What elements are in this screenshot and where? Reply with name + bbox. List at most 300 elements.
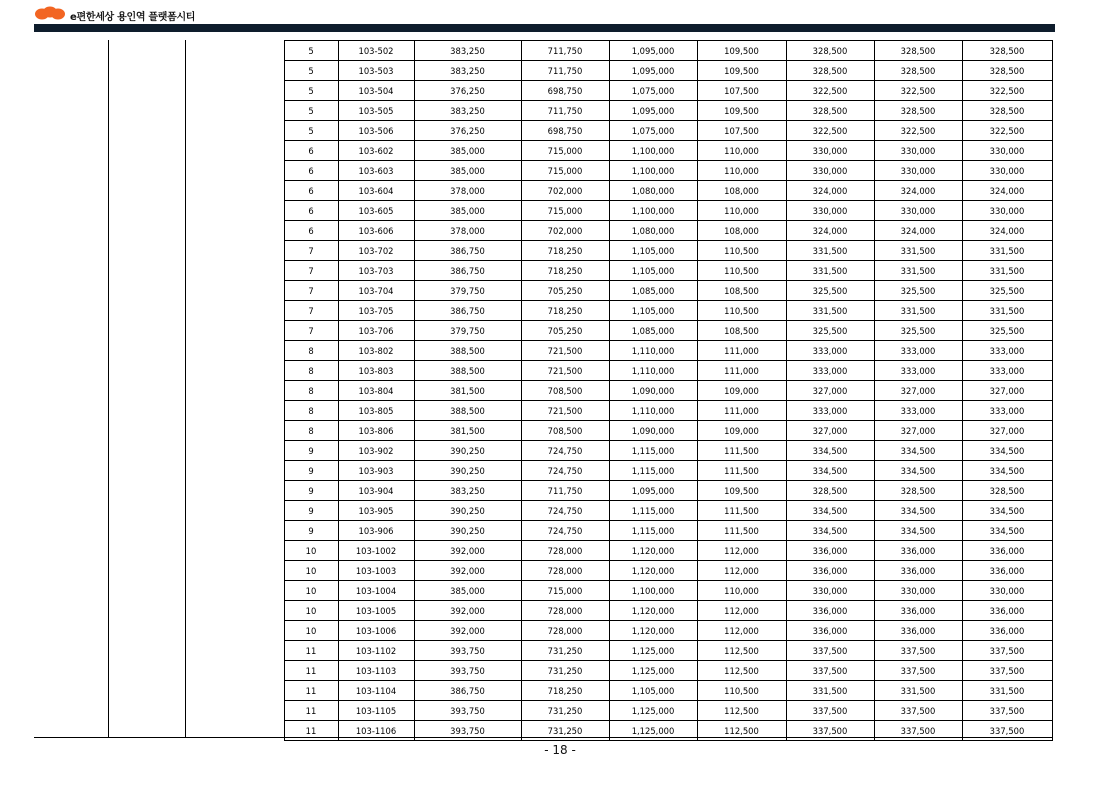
unit-cell: 103-506 xyxy=(338,121,414,141)
installment-cell: 334,500 xyxy=(786,461,874,481)
balance-cell: 1,090,000 xyxy=(609,421,697,441)
empty-cell xyxy=(34,401,109,421)
empty-cell xyxy=(185,281,284,301)
empty-cell xyxy=(34,141,109,161)
logo-cloud-icon xyxy=(34,6,66,20)
floor-cell: 6 xyxy=(284,201,338,221)
empty-cell xyxy=(34,561,109,581)
deposit-cell: 383,250 xyxy=(414,101,521,121)
deposit-cell: 388,500 xyxy=(414,361,521,381)
empty-cell xyxy=(109,81,185,101)
balance-cell: 1,095,000 xyxy=(609,101,697,121)
table-row xyxy=(34,81,1052,101)
installment-cell: 111,000 xyxy=(697,341,786,361)
deposit-cell: 381,500 xyxy=(414,381,521,401)
table-row xyxy=(34,341,1052,361)
deposit-cell: 383,250 xyxy=(414,41,521,61)
balance-cell: 1,100,000 xyxy=(609,161,697,181)
floor-cell: 10 xyxy=(284,541,338,561)
empty-cell xyxy=(34,521,109,541)
table-row xyxy=(34,601,1052,621)
empty-cell xyxy=(185,641,284,661)
deposit-cell: 376,250 xyxy=(414,121,521,141)
empty-cell xyxy=(185,681,284,701)
installment-cell: 330,000 xyxy=(786,201,874,221)
unit-cell: 103-1102 xyxy=(338,641,414,661)
deposit-cell: 379,750 xyxy=(414,281,521,301)
table-row xyxy=(34,261,1052,281)
installment-cell: 337,500 xyxy=(874,661,962,681)
installment-cell: 337,500 xyxy=(962,641,1052,661)
installment-cell: 112,500 xyxy=(697,641,786,661)
installment-cell: 110,500 xyxy=(697,261,786,281)
deposit-cell: 392,000 xyxy=(414,601,521,621)
installment-cell: 112,000 xyxy=(697,541,786,561)
interim-cell: 721,500 xyxy=(521,401,609,421)
empty-cell xyxy=(185,341,284,361)
installment-cell: 336,000 xyxy=(962,561,1052,581)
table-row xyxy=(34,501,1052,521)
interim-cell: 715,000 xyxy=(521,581,609,601)
installment-cell: 325,500 xyxy=(786,281,874,301)
installment-cell: 109,500 xyxy=(697,481,786,501)
empty-cell xyxy=(185,261,284,281)
installment-cell: 327,000 xyxy=(786,381,874,401)
interim-cell: 711,750 xyxy=(521,101,609,121)
deposit-cell: 385,000 xyxy=(414,581,521,601)
installment-cell: 336,000 xyxy=(874,621,962,641)
installment-cell: 109,500 xyxy=(697,61,786,81)
installment-cell: 328,500 xyxy=(874,41,962,61)
empty-cell xyxy=(185,101,284,121)
table-row xyxy=(34,221,1052,241)
empty-cell xyxy=(109,661,185,681)
installment-cell: 337,500 xyxy=(874,641,962,661)
interim-cell: 718,250 xyxy=(521,241,609,261)
interim-cell: 705,250 xyxy=(521,321,609,341)
installment-cell: 336,000 xyxy=(962,541,1052,561)
table-row xyxy=(34,621,1052,641)
floor-cell: 11 xyxy=(284,681,338,701)
floor-cell: 5 xyxy=(284,121,338,141)
installment-cell: 328,500 xyxy=(786,41,874,61)
empty-cell xyxy=(109,161,185,181)
balance-cell: 1,125,000 xyxy=(609,721,697,741)
empty-cell xyxy=(185,301,284,321)
table-row xyxy=(34,41,1052,61)
unit-cell: 103-702 xyxy=(338,241,414,261)
installment-cell: 330,000 xyxy=(962,161,1052,181)
floor-cell: 6 xyxy=(284,141,338,161)
balance-cell: 1,075,000 xyxy=(609,81,697,101)
empty-cell xyxy=(109,561,185,581)
installment-cell: 322,500 xyxy=(786,121,874,141)
installment-cell: 330,000 xyxy=(786,161,874,181)
installment-cell: 328,500 xyxy=(874,61,962,81)
deposit-cell: 385,000 xyxy=(414,201,521,221)
floor-cell: 9 xyxy=(284,461,338,481)
unit-cell: 103-803 xyxy=(338,361,414,381)
empty-cell xyxy=(185,141,284,161)
empty-cell xyxy=(185,541,284,561)
installment-cell: 331,500 xyxy=(786,241,874,261)
installment-cell: 331,500 xyxy=(874,261,962,281)
table-row xyxy=(34,581,1052,601)
empty-cell xyxy=(34,701,109,721)
unit-cell: 103-905 xyxy=(338,501,414,521)
balance-cell: 1,085,000 xyxy=(609,281,697,301)
empty-cell xyxy=(109,441,185,461)
empty-cell xyxy=(185,621,284,641)
installment-cell: 325,500 xyxy=(874,321,962,341)
installment-cell: 110,500 xyxy=(697,241,786,261)
installment-cell: 331,500 xyxy=(874,241,962,261)
unit-cell: 103-1002 xyxy=(338,541,414,561)
empty-cell xyxy=(34,601,109,621)
interim-cell: 721,500 xyxy=(521,341,609,361)
interim-cell: 702,000 xyxy=(521,221,609,241)
deposit-cell: 393,750 xyxy=(414,641,521,661)
unit-cell: 103-502 xyxy=(338,41,414,61)
balance-cell: 1,125,000 xyxy=(609,701,697,721)
empty-cell xyxy=(34,581,109,601)
interim-cell: 708,500 xyxy=(521,381,609,401)
empty-cell xyxy=(34,341,109,361)
installment-cell: 110,000 xyxy=(697,581,786,601)
balance-cell: 1,105,000 xyxy=(609,681,697,701)
interim-cell: 715,000 xyxy=(521,161,609,181)
empty-cell xyxy=(109,381,185,401)
table-row xyxy=(34,121,1052,141)
installment-cell: 322,500 xyxy=(874,81,962,101)
floor-cell: 10 xyxy=(284,601,338,621)
installment-cell: 333,000 xyxy=(962,361,1052,381)
installment-cell: 334,500 xyxy=(874,441,962,461)
interim-cell: 728,000 xyxy=(521,621,609,641)
interim-cell: 715,000 xyxy=(521,141,609,161)
installment-cell: 325,500 xyxy=(962,321,1052,341)
empty-cell xyxy=(109,461,185,481)
deposit-cell: 386,750 xyxy=(414,681,521,701)
installment-cell: 334,500 xyxy=(874,461,962,481)
installment-cell: 331,500 xyxy=(962,681,1052,701)
empty-cell xyxy=(109,401,185,421)
floor-cell: 9 xyxy=(284,521,338,541)
floor-cell: 10 xyxy=(284,581,338,601)
unit-cell: 103-605 xyxy=(338,201,414,221)
empty-cell xyxy=(34,61,109,81)
installment-cell: 334,500 xyxy=(786,501,874,521)
table-row xyxy=(34,241,1052,261)
balance-cell: 1,090,000 xyxy=(609,381,697,401)
page-header xyxy=(0,0,1120,34)
empty-cell xyxy=(109,641,185,661)
installment-cell: 111,000 xyxy=(697,401,786,421)
empty-cell xyxy=(185,241,284,261)
installment-cell: 334,500 xyxy=(962,501,1052,521)
installment-cell: 328,500 xyxy=(962,101,1052,121)
installment-cell: 336,000 xyxy=(874,541,962,561)
unit-cell: 103-1106 xyxy=(338,721,414,741)
interim-cell: 724,750 xyxy=(521,521,609,541)
table-row xyxy=(34,301,1052,321)
empty-cell xyxy=(109,241,185,261)
empty-cell xyxy=(34,461,109,481)
empty-cell xyxy=(109,141,185,161)
installment-cell: 111,500 xyxy=(697,441,786,461)
installment-cell: 330,000 xyxy=(962,141,1052,161)
installment-cell: 327,000 xyxy=(874,381,962,401)
floor-cell: 6 xyxy=(284,181,338,201)
balance-cell: 1,120,000 xyxy=(609,601,697,621)
unit-cell: 103-1005 xyxy=(338,601,414,621)
installment-cell: 331,500 xyxy=(786,301,874,321)
installment-cell: 337,500 xyxy=(786,661,874,681)
empty-cell xyxy=(185,701,284,721)
interim-cell: 731,250 xyxy=(521,721,609,741)
balance-cell: 1,105,000 xyxy=(609,241,697,261)
empty-cell xyxy=(109,281,185,301)
header-bar xyxy=(34,24,1055,32)
empty-cell xyxy=(109,261,185,281)
interim-cell: 718,250 xyxy=(521,301,609,321)
column-divider xyxy=(185,40,186,737)
installment-cell: 331,500 xyxy=(874,301,962,321)
interim-cell: 718,250 xyxy=(521,681,609,701)
installment-cell: 324,000 xyxy=(786,181,874,201)
installment-cell: 336,000 xyxy=(962,601,1052,621)
installment-cell: 327,000 xyxy=(962,421,1052,441)
empty-cell xyxy=(34,441,109,461)
empty-cell xyxy=(34,161,109,181)
installment-cell: 325,500 xyxy=(874,281,962,301)
unit-cell: 103-903 xyxy=(338,461,414,481)
balance-cell: 1,115,000 xyxy=(609,501,697,521)
installment-cell: 331,500 xyxy=(962,241,1052,261)
deposit-cell: 393,750 xyxy=(414,721,521,741)
floor-cell: 9 xyxy=(284,481,338,501)
installment-cell: 108,500 xyxy=(697,281,786,301)
installment-cell: 330,000 xyxy=(786,141,874,161)
installment-cell: 324,000 xyxy=(786,221,874,241)
unit-cell: 103-504 xyxy=(338,81,414,101)
empty-cell xyxy=(109,421,185,441)
empty-cell xyxy=(34,621,109,641)
empty-cell xyxy=(185,161,284,181)
installment-cell: 333,000 xyxy=(962,401,1052,421)
empty-cell xyxy=(185,661,284,681)
floor-cell: 8 xyxy=(284,421,338,441)
empty-cell xyxy=(34,321,109,341)
interim-cell: 724,750 xyxy=(521,501,609,521)
empty-cell xyxy=(109,221,185,241)
empty-cell xyxy=(34,681,109,701)
installment-cell: 322,500 xyxy=(962,121,1052,141)
installment-cell: 337,500 xyxy=(962,721,1052,741)
table-row xyxy=(34,481,1052,501)
installment-cell: 330,000 xyxy=(786,581,874,601)
table-row xyxy=(34,161,1052,181)
installment-cell: 110,000 xyxy=(697,141,786,161)
interim-cell: 728,000 xyxy=(521,541,609,561)
unit-cell: 103-902 xyxy=(338,441,414,461)
empty-cell xyxy=(109,581,185,601)
installment-cell: 331,500 xyxy=(962,301,1052,321)
balance-cell: 1,125,000 xyxy=(609,641,697,661)
empty-cell xyxy=(109,121,185,141)
empty-cell xyxy=(185,461,284,481)
empty-cell xyxy=(109,101,185,121)
empty-cell xyxy=(185,81,284,101)
installment-cell: 330,000 xyxy=(874,581,962,601)
deposit-cell: 393,750 xyxy=(414,661,521,681)
installment-cell: 107,500 xyxy=(697,81,786,101)
installment-cell: 325,500 xyxy=(962,281,1052,301)
installment-cell: 331,500 xyxy=(874,681,962,701)
installment-cell: 111,500 xyxy=(697,461,786,481)
installment-cell: 333,000 xyxy=(874,341,962,361)
empty-cell xyxy=(34,281,109,301)
unit-cell: 103-503 xyxy=(338,61,414,81)
floor-cell: 10 xyxy=(284,561,338,581)
deposit-cell: 379,750 xyxy=(414,321,521,341)
unit-cell: 103-505 xyxy=(338,101,414,121)
installment-cell: 328,500 xyxy=(874,481,962,501)
floor-cell: 8 xyxy=(284,341,338,361)
empty-cell xyxy=(185,381,284,401)
installment-cell: 336,000 xyxy=(786,601,874,621)
unit-cell: 103-703 xyxy=(338,261,414,281)
empty-cell xyxy=(109,341,185,361)
interim-cell: 708,500 xyxy=(521,421,609,441)
installment-cell: 325,500 xyxy=(786,321,874,341)
balance-cell: 1,105,000 xyxy=(609,261,697,281)
installment-cell: 328,500 xyxy=(962,481,1052,501)
installment-cell: 328,500 xyxy=(962,61,1052,81)
floor-cell: 7 xyxy=(284,281,338,301)
balance-cell: 1,100,000 xyxy=(609,201,697,221)
installment-cell: 336,000 xyxy=(786,621,874,641)
table-row xyxy=(34,201,1052,221)
table-row xyxy=(34,521,1052,541)
unit-cell: 103-906 xyxy=(338,521,414,541)
empty-cell xyxy=(185,421,284,441)
installment-cell: 328,500 xyxy=(874,101,962,121)
logo-text: e편한세상 용인역 플랫폼시티 xyxy=(70,12,196,23)
empty-cell xyxy=(185,61,284,81)
floor-cell: 10 xyxy=(284,621,338,641)
balance-cell: 1,085,000 xyxy=(609,321,697,341)
empty-cell xyxy=(109,521,185,541)
installment-cell: 108,000 xyxy=(697,221,786,241)
empty-cell xyxy=(185,181,284,201)
interim-cell: 698,750 xyxy=(521,121,609,141)
empty-cell xyxy=(109,201,185,221)
installment-cell: 336,000 xyxy=(962,621,1052,641)
empty-cell xyxy=(185,221,284,241)
installment-cell: 324,000 xyxy=(874,181,962,201)
empty-cell xyxy=(34,381,109,401)
deposit-cell: 386,750 xyxy=(414,241,521,261)
floor-cell: 6 xyxy=(284,161,338,181)
deposit-cell: 392,000 xyxy=(414,621,521,641)
installment-cell: 337,500 xyxy=(874,721,962,741)
table-row xyxy=(34,441,1052,461)
empty-cell xyxy=(185,201,284,221)
installment-cell: 333,000 xyxy=(962,341,1052,361)
interim-cell: 705,250 xyxy=(521,281,609,301)
installment-cell: 333,000 xyxy=(874,361,962,381)
table-row xyxy=(34,101,1052,121)
installment-cell: 110,000 xyxy=(697,161,786,181)
empty-cell xyxy=(34,181,109,201)
installment-cell: 334,500 xyxy=(874,501,962,521)
deposit-cell: 386,750 xyxy=(414,261,521,281)
interim-cell: 715,000 xyxy=(521,201,609,221)
empty-cell xyxy=(34,201,109,221)
table-row xyxy=(34,61,1052,81)
table-row xyxy=(34,281,1052,301)
installment-cell: 327,000 xyxy=(874,421,962,441)
unit-cell: 103-804 xyxy=(338,381,414,401)
interim-cell: 728,000 xyxy=(521,561,609,581)
empty-cell xyxy=(109,361,185,381)
floor-cell: 8 xyxy=(284,381,338,401)
empty-cell xyxy=(34,41,109,61)
deposit-cell: 378,000 xyxy=(414,221,521,241)
installment-cell: 110,500 xyxy=(697,681,786,701)
installment-cell: 334,500 xyxy=(874,521,962,541)
table-row xyxy=(34,401,1052,421)
table-row xyxy=(34,641,1052,661)
installment-cell: 327,000 xyxy=(786,421,874,441)
installment-cell: 324,000 xyxy=(962,221,1052,241)
installment-cell: 109,000 xyxy=(697,381,786,401)
interim-cell: 731,250 xyxy=(521,661,609,681)
balance-cell: 1,100,000 xyxy=(609,141,697,161)
unit-cell: 103-705 xyxy=(338,301,414,321)
installment-cell: 336,000 xyxy=(874,561,962,581)
balance-cell: 1,120,000 xyxy=(609,561,697,581)
unit-cell: 103-604 xyxy=(338,181,414,201)
table-row xyxy=(34,381,1052,401)
installment-cell: 109,500 xyxy=(697,101,786,121)
empty-cell xyxy=(34,501,109,521)
unit-price-table xyxy=(34,40,1053,741)
empty-cell xyxy=(185,501,284,521)
empty-cell xyxy=(34,241,109,261)
installment-cell: 327,000 xyxy=(962,381,1052,401)
empty-cell xyxy=(109,321,185,341)
empty-cell xyxy=(34,221,109,241)
installment-cell: 111,500 xyxy=(697,521,786,541)
empty-cell xyxy=(34,661,109,681)
installment-cell: 328,500 xyxy=(786,61,874,81)
empty-cell xyxy=(185,401,284,421)
table-row xyxy=(34,361,1052,381)
empty-cell xyxy=(109,181,185,201)
installment-cell: 322,500 xyxy=(786,81,874,101)
unit-cell: 103-805 xyxy=(338,401,414,421)
unit-cell: 103-1103 xyxy=(338,661,414,681)
empty-cell xyxy=(34,541,109,561)
balance-cell: 1,115,000 xyxy=(609,521,697,541)
floor-cell: 7 xyxy=(284,321,338,341)
empty-cell xyxy=(109,541,185,561)
table-row xyxy=(34,421,1052,441)
deposit-cell: 393,750 xyxy=(414,701,521,721)
installment-cell: 336,000 xyxy=(874,601,962,621)
